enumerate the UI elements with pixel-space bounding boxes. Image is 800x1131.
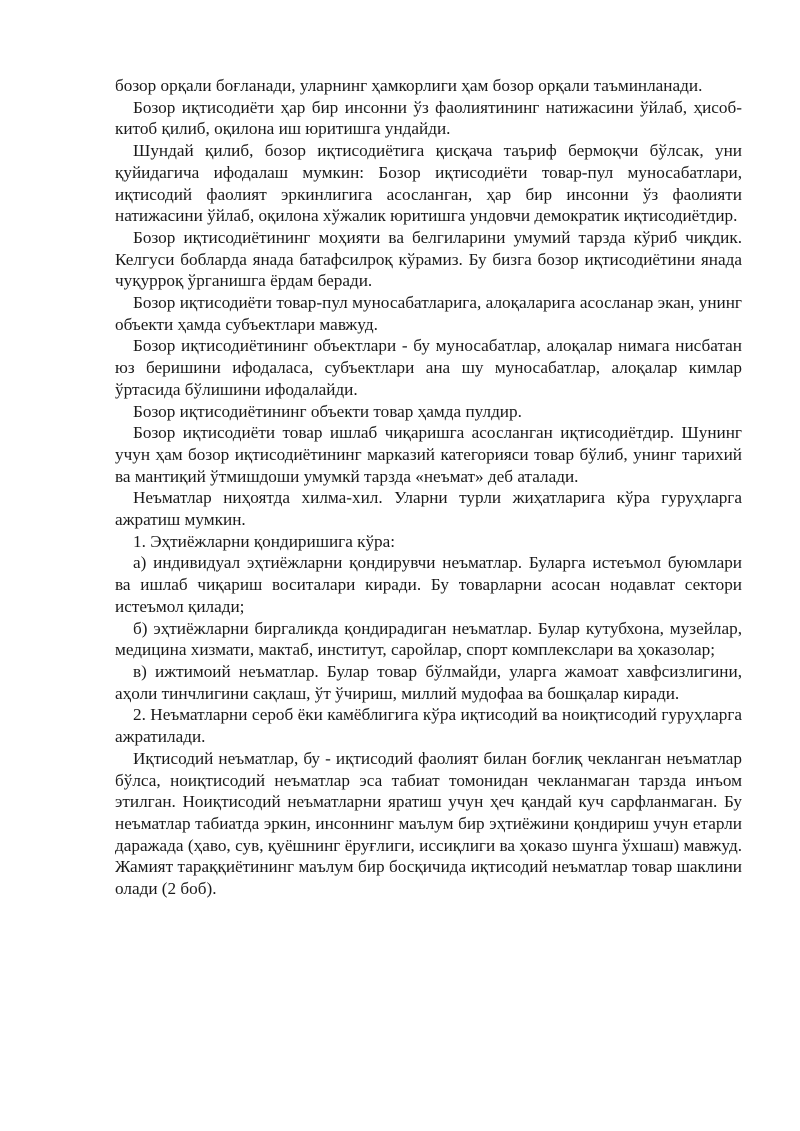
list-item-a: а) индивидуал эҳтиёжларни қондирувчи неъматлар. Буларга истеъмол буюмлари ва ишлаб чиқариш воситалари киради. Бу товарларни асосан нодавлат сектори истеъмол қилади; (115, 553, 742, 616)
paragraph-1: бозор орқали боғланади, уларнинг ҳамкорлиги ҳам бозор орқали таъминланади. (115, 76, 703, 95)
paragraph-4: Бозор иқтисодиётининг моҳияти ва белгиларини умумий тарзда кўриб чиқдик. Келгуси бобларда янада батафсилроқ кўрамиз. Бу бизга бозор иқтисодиётини янада чуқурроқ ўрганишга ёрдам беради. (115, 227, 742, 291)
paragraph-6: Бозор иқтисодиётининг объектлари - бу муносабатлар, алоқалар нимага нисбатан юз беришини ифодаласа, субъектлари ана шу муносабатлар, алоқалар кимлар ўртасида бўлишини ифодалайди. (115, 336, 742, 399)
paragraph-8: Бозор иқтисодиёти товар ишлаб чиқаришга асосланган иқтисодиётдир. Шунинг учун ҳам бозор иқтисодиётининг марказий категорияси товар бўлиб, унинг тарихий ва мантиқий ўтмишдоши умумкй тарзда «неъмат» деб аталади. (115, 423, 742, 486)
list-item-b: б) эҳтиёжларни биргаликда қондирадиган неъматлар. Булар кутубхона, музейлар, медицина хизмати, мактаб, институт, саройлар, спорт комплекслари ва ҳоказолар; (115, 618, 742, 660)
document-page (115, 75, 742, 900)
paragraph-9: Неъматлар ниҳоятда хилма-хил. Уларни турли жиҳатларига кўра гуруҳларга ажратиш мумкин. (115, 488, 742, 530)
list-item-c: в) ижтимоий неъматлар. Булар товар бўлмайди, уларга жамоат хавфсизлигини, аҳоли тинчлигини сақлаш, ўт ўчириш, миллий мудофаа ва бошқалар киради. (115, 661, 742, 703)
paragraph-5: Бозор иқтисодиёти товар-пул муносабатларига, алоқаларига асосланар экан, унинг объекти ҳамда субъектлари мавжуд. (115, 293, 742, 334)
list-heading-1: 1. Эҳтиёжларни қондиришига кўра: (133, 531, 396, 551)
paragraph-3: Шундай қилиб, бозор иқтисодиётига қисқача таъриф бермоқчи бўлсак, уни қуйидагича ифодалаш мумкин: Бозор иқтисодиёти товар-пул муносабатлари, иқтисодий фаолият эркинлигига асосланган, ҳар бир инсонни ўз фаолияти натижасини ўйлаб, оқилона хўжалик юритишга ундовчи демократик иқтисодиётдир. (115, 141, 742, 226)
paragraph-7: Бозор иқтисодиётининг объекти товар ҳамда пулдир. (133, 401, 522, 421)
list-heading-2: 2. Неъматларни сероб ёки камёблигига кўра иқтисодий ва ноиқтисодий гуруҳларга ажратилади. (115, 705, 742, 747)
paragraph-2: Бозор иқтисодиёти ҳар бир инсонни ўз фаолиятининг натижасини ўйлаб, ҳисоб-китоб қилиб, оқилона иш юритишга ундайди. (115, 97, 742, 139)
paragraph-final: Иқтисодий неъматлар, бу - иқтисодий фаолият билан боғлиқ чекланган неъматлар бўлса, ноиқтисодий неъматлар эса табиат томонидан чекланмаган тарзда инъом этилган. Ноиқтисодий неъматларни яратиш учун ҳеч қандай куч сарфланмаган. Бу неъматлар табиатда эркин, инсоннинг маълум бир эҳтиёжини қондириш учун етарли даражада (ҳаво, сув, қуёшнинг ёруғлиги, иссиқлиги ва ҳоказо шунга ўхшаш) мавжуд. Жамият тараққиётининг маълум бир босқичида иқтисодий неъматлар товар шаклини олади (2 боб). (115, 748, 742, 899)
